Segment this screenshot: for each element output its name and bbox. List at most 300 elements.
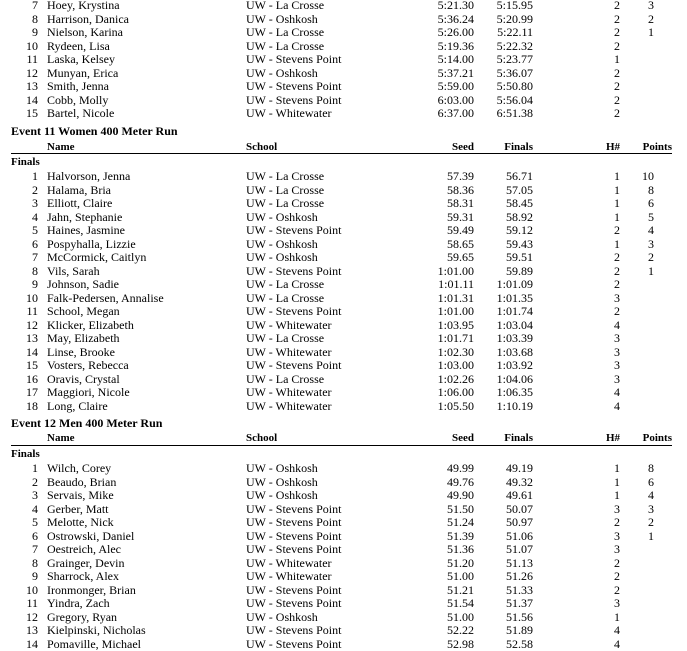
athlete-name: Harrison, Danica xyxy=(47,11,129,26)
heat-number: 2 xyxy=(614,569,620,583)
seed-time: 1:01.00 xyxy=(437,263,474,278)
athlete-name: Melotte, Nick xyxy=(47,515,114,529)
school-name: UW - Stevens Point xyxy=(246,542,342,556)
heat-number: 4 xyxy=(614,636,620,651)
heat-number: 2 xyxy=(614,515,620,529)
heat-number: 1 xyxy=(614,461,620,475)
final-time: 52.58 xyxy=(506,636,533,651)
athlete-name: Long, Claire xyxy=(47,398,108,413)
heat-number: 2 xyxy=(614,92,620,107)
school-name: UW - Oshkosh xyxy=(246,609,318,624)
place-cell: 14 xyxy=(26,636,38,651)
seed-time: 59.65 xyxy=(447,250,474,264)
result-row xyxy=(0,184,687,197)
heat-number: 2 xyxy=(614,277,620,291)
athlete-name: Linse, Brooke xyxy=(47,344,115,359)
event-title: Event 12 Men 400 Meter Run xyxy=(11,416,163,430)
school-name: UW - La Crosse xyxy=(246,169,325,183)
school-name: UW - La Crosse xyxy=(246,277,325,291)
final-time: 59.12 xyxy=(506,223,533,237)
seed-time: 1:01.31 xyxy=(437,290,474,305)
heat-number: 4 xyxy=(614,317,620,332)
result-row xyxy=(0,305,687,318)
final-time: 5:23.77 xyxy=(496,52,533,66)
seed-time: 49.90 xyxy=(447,488,474,502)
seed-time: 58.36 xyxy=(447,182,474,197)
place-cell: 5 xyxy=(32,515,38,529)
place-cell: 16 xyxy=(26,371,38,386)
final-time: 50.97 xyxy=(506,515,533,529)
place-cell: 3 xyxy=(32,196,38,210)
school-name: UW - La Crosse xyxy=(246,0,325,12)
school-name: UW - Oshkosh xyxy=(246,488,318,502)
seed-time: 51.24 xyxy=(447,515,474,529)
result-row xyxy=(0,584,687,597)
points-value: 6 xyxy=(648,474,654,489)
seed-time: 51.39 xyxy=(447,528,474,543)
header-finals: Finals xyxy=(504,432,533,444)
school-name: UW - Whitewater xyxy=(246,106,332,120)
heat-number: 1 xyxy=(614,236,620,251)
points-value: 2 xyxy=(648,515,654,529)
heat-number: 2 xyxy=(614,250,620,264)
result-row xyxy=(0,503,687,516)
place-cell: 9 xyxy=(32,569,38,583)
athlete-name: Falk-Pedersen, Annalise xyxy=(47,290,164,305)
final-time: 1:06.35 xyxy=(496,385,533,399)
school-name: UW - Stevens Point xyxy=(246,263,342,278)
points-value: 8 xyxy=(648,461,654,475)
final-time: 5:50.80 xyxy=(496,79,533,93)
final-time: 51.89 xyxy=(506,623,533,637)
school-name: UW - Whitewater xyxy=(246,385,332,399)
school-name: UW - Stevens Point xyxy=(246,358,342,372)
athlete-name: Nielson, Karina xyxy=(47,25,123,39)
seed-time: 1:05.50 xyxy=(437,398,474,413)
section-label: Finals xyxy=(11,156,40,168)
heat-number: 1 xyxy=(614,488,620,502)
result-row xyxy=(0,346,687,359)
result-row xyxy=(0,332,687,345)
result-row xyxy=(0,80,687,93)
final-time: 5:15.95 xyxy=(496,0,533,12)
seed-time: 58.65 xyxy=(447,236,474,251)
school-name: UW - Oshkosh xyxy=(246,461,318,475)
points-value: 3 xyxy=(648,0,654,12)
seed-time: 59.49 xyxy=(447,223,474,237)
seed-time: 5:19.36 xyxy=(437,38,474,53)
seed-time: 5:14.00 xyxy=(437,52,474,66)
heat-number: 3 xyxy=(614,596,620,610)
athlete-name: Ostrowski, Daniel xyxy=(47,528,135,543)
place-cell: 10 xyxy=(26,582,38,597)
athlete-name: Kielpinski, Nicholas xyxy=(47,623,146,637)
school-name: UW - Stevens Point xyxy=(246,636,342,651)
place-cell: 13 xyxy=(26,79,38,93)
place-cell: 7 xyxy=(32,250,38,264)
result-row xyxy=(0,197,687,210)
seed-time: 51.36 xyxy=(447,542,474,556)
athlete-name: Wilch, Corey xyxy=(47,461,112,475)
header-rule xyxy=(11,445,672,446)
heat-number: 3 xyxy=(614,542,620,556)
place-cell: 12 xyxy=(26,609,38,624)
school-name: UW - Whitewater xyxy=(246,317,332,332)
header-rule xyxy=(11,153,672,154)
heat-number: 2 xyxy=(614,106,620,120)
result-row xyxy=(0,530,687,543)
result-row xyxy=(0,543,687,556)
result-row xyxy=(0,67,687,80)
points-value: 4 xyxy=(648,223,654,237)
result-row xyxy=(0,278,687,291)
school-name: UW - La Crosse xyxy=(246,182,325,197)
place-cell: 2 xyxy=(32,474,38,489)
heat-number: 2 xyxy=(614,223,620,237)
school-name: UW - Oshkosh xyxy=(246,250,318,264)
place-cell: 4 xyxy=(32,501,38,516)
heat-number: 1 xyxy=(614,209,620,224)
result-row xyxy=(0,373,687,386)
final-time: 1:01.09 xyxy=(496,277,533,291)
heat-number: 2 xyxy=(614,38,620,53)
points-value: 3 xyxy=(648,501,654,516)
place-cell: 4 xyxy=(32,209,38,224)
place-cell: 2 xyxy=(32,182,38,197)
result-row xyxy=(0,597,687,610)
heat-number: 3 xyxy=(614,501,620,516)
athlete-name: Hoey, Krystina xyxy=(47,0,120,12)
athlete-name: Vosters, Rebecca xyxy=(47,358,129,372)
athlete-name: Haines, Jasmine xyxy=(47,223,125,237)
seed-time: 52.98 xyxy=(447,636,474,651)
final-time: 6:51.38 xyxy=(496,106,533,120)
athlete-name: McCormick, Caitlyn xyxy=(47,250,147,264)
points-value: 3 xyxy=(648,236,654,251)
result-row xyxy=(0,107,687,120)
athlete-name: Elliott, Claire xyxy=(47,196,113,210)
header-seed: Seed xyxy=(452,432,474,444)
seed-time: 51.20 xyxy=(447,555,474,570)
school-name: UW - Stevens Point xyxy=(246,79,342,93)
final-time: 51.06 xyxy=(506,528,533,543)
place-cell: 11 xyxy=(26,304,38,318)
heat-number: 2 xyxy=(614,263,620,278)
header-seed: Seed xyxy=(452,141,474,153)
school-name: UW - Stevens Point xyxy=(246,52,342,66)
seed-time: 5:37.21 xyxy=(437,65,474,80)
seed-time: 1:01.11 xyxy=(438,277,474,291)
athlete-name: Munyan, Erica xyxy=(47,65,119,80)
school-name: UW - La Crosse xyxy=(246,290,325,305)
final-time: 56.71 xyxy=(506,169,533,183)
place-cell: 13 xyxy=(26,331,38,345)
seed-time: 59.31 xyxy=(447,209,474,224)
seed-time: 5:26.00 xyxy=(437,25,474,39)
seed-time: 1:01.71 xyxy=(437,331,474,345)
column-header-row xyxy=(0,432,687,445)
final-time: 59.51 xyxy=(506,250,533,264)
final-time: 5:22.11 xyxy=(497,25,533,39)
final-time: 49.32 xyxy=(506,474,533,489)
heat-number: 2 xyxy=(614,555,620,570)
final-time: 5:22.32 xyxy=(496,38,533,53)
heat-number: 2 xyxy=(614,582,620,597)
final-time: 51.33 xyxy=(506,582,533,597)
final-time: 51.37 xyxy=(506,596,533,610)
header-heat: H# xyxy=(605,432,620,444)
points-value: 10 xyxy=(642,169,654,183)
heat-number: 4 xyxy=(614,398,620,413)
athlete-name: Maggiori, Nicole xyxy=(47,385,130,399)
result-row xyxy=(0,489,687,502)
final-time: 1:01.35 xyxy=(496,290,533,305)
place-cell: 11 xyxy=(26,596,38,610)
place-cell: 1 xyxy=(32,169,38,183)
result-row xyxy=(0,0,687,12)
seed-time: 51.00 xyxy=(447,569,474,583)
final-time: 51.13 xyxy=(506,555,533,570)
result-row xyxy=(0,170,687,183)
place-cell: 17 xyxy=(26,385,38,399)
school-name: UW - Stevens Point xyxy=(246,528,342,543)
heat-number: 3 xyxy=(614,344,620,359)
seed-time: 1:03.00 xyxy=(437,358,474,372)
place-cell: 6 xyxy=(32,236,38,251)
place-cell: 8 xyxy=(32,11,38,26)
points-value: 5 xyxy=(648,209,654,224)
result-row xyxy=(0,224,687,237)
athlete-name: Servais, Mike xyxy=(47,488,114,502)
result-row xyxy=(0,26,687,39)
final-time: 51.26 xyxy=(506,569,533,583)
final-time: 5:36.07 xyxy=(496,65,533,80)
final-time: 1:03.92 xyxy=(496,358,533,372)
heat-number: 2 xyxy=(614,304,620,318)
place-cell: 14 xyxy=(26,344,38,359)
place-cell: 9 xyxy=(32,277,38,291)
seed-time: 5:21.30 xyxy=(437,0,474,12)
points-value: 6 xyxy=(648,196,654,210)
points-value: 1 xyxy=(648,25,654,39)
result-row xyxy=(0,13,687,26)
heat-number: 2 xyxy=(614,25,620,39)
final-time: 59.43 xyxy=(506,236,533,251)
seed-time: 52.22 xyxy=(447,623,474,637)
final-time: 1:03.68 xyxy=(496,344,533,359)
final-time: 49.19 xyxy=(506,461,533,475)
result-row xyxy=(0,624,687,637)
school-name: UW - Oshkosh xyxy=(246,209,318,224)
final-time: 58.45 xyxy=(506,196,533,210)
result-row xyxy=(0,40,687,53)
points-value: 2 xyxy=(648,11,654,26)
seed-time: 6:37.00 xyxy=(437,106,474,120)
place-cell: 10 xyxy=(26,38,38,53)
points-value: 2 xyxy=(648,250,654,264)
result-row xyxy=(0,400,687,413)
school-name: UW - Whitewater xyxy=(246,569,332,583)
place-cell: 8 xyxy=(32,263,38,278)
athlete-name: Oestreich, Alec xyxy=(47,542,121,556)
place-cell: 13 xyxy=(26,623,38,637)
seed-time: 49.99 xyxy=(447,461,474,475)
heat-number: 1 xyxy=(614,52,620,66)
school-name: UW - Oshkosh xyxy=(246,65,318,80)
place-cell: 15 xyxy=(26,358,38,372)
athlete-name: Beaudo, Brian xyxy=(47,474,117,489)
place-cell: 11 xyxy=(26,52,38,66)
result-row xyxy=(0,94,687,107)
final-time: 1:10.19 xyxy=(496,398,533,413)
heat-number: 2 xyxy=(614,11,620,26)
school-name: UW - Stevens Point xyxy=(246,501,342,516)
heat-number: 2 xyxy=(614,65,620,80)
result-row xyxy=(0,476,687,489)
points-value: 1 xyxy=(648,528,654,543)
place-cell: 5 xyxy=(32,223,38,237)
school-name: UW - La Crosse xyxy=(246,196,325,210)
school-name: UW - Stevens Point xyxy=(246,623,342,637)
athlete-name: Halama, Bria xyxy=(47,182,111,197)
athlete-name: Yindra, Zach xyxy=(47,596,110,610)
place-cell: 10 xyxy=(26,290,38,305)
heat-number: 1 xyxy=(614,182,620,197)
school-name: UW - Stevens Point xyxy=(246,223,342,237)
event-title: Event 11 Women 400 Meter Run xyxy=(11,124,178,138)
place-cell: 8 xyxy=(32,555,38,570)
athlete-name: Bartel, Nicole xyxy=(47,106,115,120)
school-name: UW - Oshkosh xyxy=(246,11,318,26)
place-cell: 18 xyxy=(26,398,38,413)
final-time: 1:03.39 xyxy=(496,331,533,345)
points-value: 4 xyxy=(648,488,654,502)
header-points: Points xyxy=(642,432,672,444)
seed-time: 1:01.00 xyxy=(437,304,474,318)
result-row xyxy=(0,638,687,651)
final-time: 5:20.99 xyxy=(496,11,533,26)
place-cell: 12 xyxy=(26,317,38,332)
seed-time: 51.54 xyxy=(447,596,474,610)
athlete-name: Gerber, Matt xyxy=(47,501,109,516)
result-row xyxy=(0,557,687,570)
place-cell: 6 xyxy=(32,528,38,543)
final-time: 1:04.06 xyxy=(496,371,533,386)
athlete-name: May, Elizabeth xyxy=(47,331,120,345)
heat-number: 2 xyxy=(614,79,620,93)
athlete-name: Halvorson, Jenna xyxy=(47,169,131,183)
final-time: 51.56 xyxy=(506,609,533,624)
final-time: 1:01.74 xyxy=(496,304,533,318)
result-row xyxy=(0,251,687,264)
result-row xyxy=(0,462,687,475)
seed-time: 51.00 xyxy=(447,609,474,624)
seed-time: 1:02.30 xyxy=(437,344,474,359)
school-name: UW - Stevens Point xyxy=(246,92,342,107)
heat-number: 1 xyxy=(614,474,620,489)
heat-number: 1 xyxy=(614,196,620,210)
result-row xyxy=(0,570,687,583)
place-cell: 7 xyxy=(32,0,38,12)
school-name: UW - Stevens Point xyxy=(246,582,342,597)
result-row xyxy=(0,611,687,624)
school-name: UW - La Crosse xyxy=(246,25,325,39)
result-row xyxy=(0,359,687,372)
seed-time: 49.76 xyxy=(447,474,474,489)
seed-time: 5:36.24 xyxy=(437,11,474,26)
final-time: 5:56.04 xyxy=(496,92,533,107)
header-name: Name xyxy=(47,432,75,444)
athlete-name: Grainger, Devin xyxy=(47,555,125,570)
athlete-name: Pomaville, Michael xyxy=(47,636,141,651)
heat-number: 3 xyxy=(614,290,620,305)
school-name: UW - Oshkosh xyxy=(246,474,318,489)
result-row xyxy=(0,386,687,399)
heat-number: 1 xyxy=(614,169,620,183)
final-time: 1:03.04 xyxy=(496,317,533,332)
place-cell: 7 xyxy=(32,542,38,556)
header-school: School xyxy=(246,432,278,444)
result-row xyxy=(0,265,687,278)
seed-time: 1:02.26 xyxy=(437,371,474,386)
place-cell: 14 xyxy=(26,92,38,107)
points-value: 1 xyxy=(648,263,654,278)
school-name: UW - Whitewater xyxy=(246,344,332,359)
result-row xyxy=(0,238,687,251)
seed-time: 1:03.95 xyxy=(437,317,474,332)
place-cell: 12 xyxy=(26,65,38,80)
result-row xyxy=(0,53,687,66)
school-name: UW - Stevens Point xyxy=(246,515,342,529)
heat-number: 2 xyxy=(614,0,620,12)
seed-time: 51.21 xyxy=(447,582,474,597)
heat-number: 3 xyxy=(614,331,620,345)
school-name: UW - La Crosse xyxy=(246,331,325,345)
athlete-name: Jahn, Stephanie xyxy=(47,209,123,224)
school-name: UW - Stevens Point xyxy=(246,304,342,318)
athlete-name: School, Megan xyxy=(47,304,120,318)
result-row xyxy=(0,516,687,529)
final-time: 57.05 xyxy=(506,182,533,197)
final-time: 58.92 xyxy=(506,209,533,224)
seed-time: 5:59.00 xyxy=(437,79,474,93)
athlete-name: Cobb, Molly xyxy=(47,92,109,107)
final-time: 49.61 xyxy=(506,488,533,502)
heat-number: 3 xyxy=(614,358,620,372)
athlete-name: Johnson, Sadie xyxy=(47,277,119,291)
athlete-name: Pospyhalla, Lizzie xyxy=(47,236,136,251)
school-name: UW - Whitewater xyxy=(246,398,332,413)
header-school: School xyxy=(246,141,278,153)
athlete-name: Ironmonger, Brian xyxy=(47,582,136,597)
result-row xyxy=(0,292,687,305)
school-name: UW - La Crosse xyxy=(246,371,325,386)
athlete-name: Gregory, Ryan xyxy=(47,609,118,624)
final-time: 59.89 xyxy=(506,263,533,278)
section-label: Finals xyxy=(11,448,40,460)
school-name: UW - Whitewater xyxy=(246,555,332,570)
result-row xyxy=(0,211,687,224)
athlete-name: Vils, Sarah xyxy=(47,263,100,278)
school-name: UW - La Crosse xyxy=(246,38,325,53)
seed-time: 6:03.00 xyxy=(437,92,474,107)
athlete-name: Smith, Jenna xyxy=(47,79,109,93)
heat-number: 4 xyxy=(614,385,620,399)
heat-number: 4 xyxy=(614,623,620,637)
athlete-name: Sharrock, Alex xyxy=(47,569,119,583)
seed-time: 57.39 xyxy=(447,169,474,183)
seed-time: 1:06.00 xyxy=(437,385,474,399)
